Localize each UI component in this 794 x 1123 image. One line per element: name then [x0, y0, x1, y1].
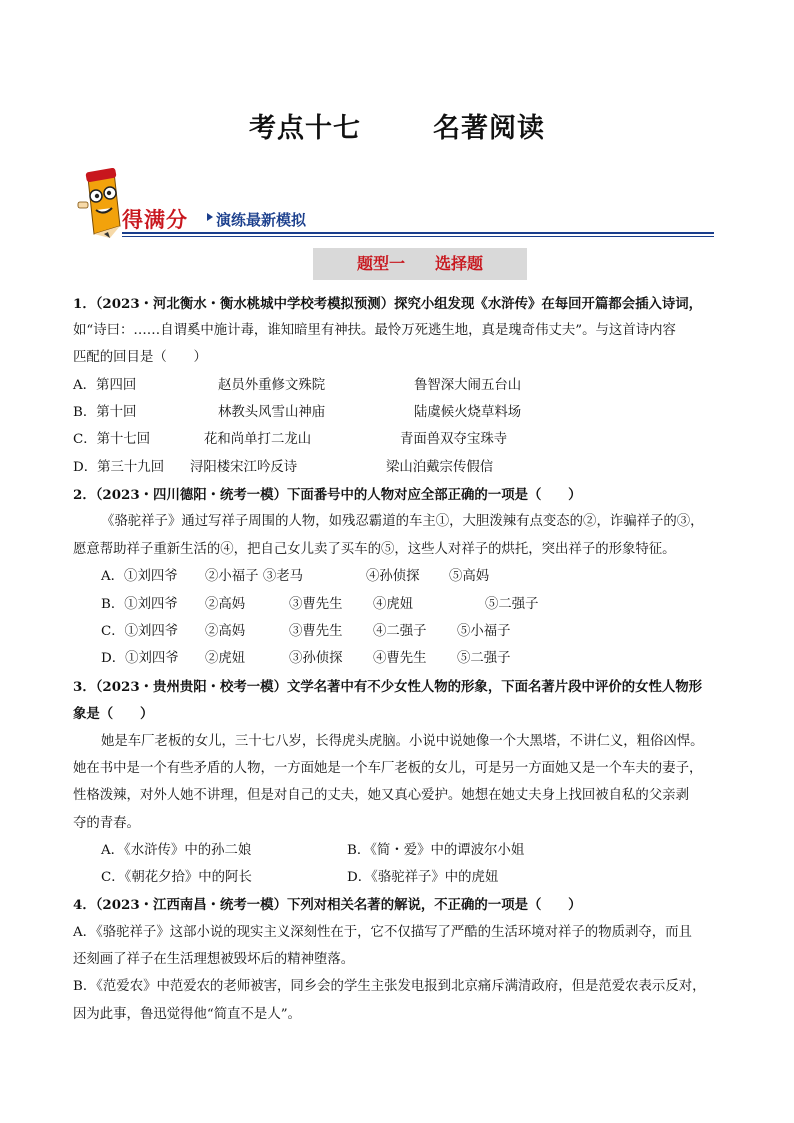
q3-option-d: D．《骆驼祥子》中的虎妞: [347, 870, 499, 885]
title-left: 考点十七: [249, 113, 361, 144]
q3-stem-line: 3．（2023・贵州贵阳・校考一模）文学名著中有不少女性人物的形象，下面名著片段中评价的女性人物形: [73, 679, 703, 695]
q4-option-b-line: 因为此事，鲁迅觉得他“简直不是人”。: [73, 1007, 301, 1022]
q2-passage-line: 愿意帮助祥子重新生活的④，把自己女儿卖了买车的⑤，这些人对祥子的烘托，突出祥子的形象特征。: [73, 542, 676, 557]
type-label: 题型一: [356, 254, 405, 273]
q4-option-a-line: A．《骆驼祥子》这部小说的现实主义深刻性在于，它不仅描写了严酷的生活环境对祥子的物质剥夺，而且: [73, 925, 692, 940]
title-right: 名著阅读: [433, 113, 545, 144]
q3-stem-line: 象是（ ）: [73, 706, 154, 722]
page: 考点十七 名著阅读 得满分 演练最新模拟 题型一 选择题 1．（2023・河北衡水・衡水桃城中学校考模拟预测）探究小组发现《水浒传》在每回开篇都会插入诗词， 如“诗曰：……自谓奚中施计毒，谁知暗里有神扶。最怜万死逃生地，真是瑰奇伟丈夫”。与这首诗内容 匹配的回目是（ ） A．第四回 赵员外重修文殊院 鲁智深大闹五台山 B．第十回 林教头风雪山神庙 陆虞候火烧草料场 C．第十七回 花和尚单打二龙山 青面兽双夺宝珠寺 D．第三十九回 浔阳楼宋江吟反诗 梁山泊戴宗传假信 2．（2023・四川德阳・统考一模）下面番号中的人物对应全部正确的一项是（ ） 《骆驼祥子》通过写祥子周围的人物，如残忍霸道的车主①，大胆泼辣有点变态的②，诈骗祥子的③， 愿意帮助祥子重新生活的④，把自己女儿卖了买车的⑤，这些人对祥子的烘托，突出祥子的形象特征。 A．①刘四爷 ②小福子 ③老马 ④孙侦探 ⑤高妈 B．①刘四爷 ②高妈 ③曹先生 ④虎妞 ⑤二强子 C．①刘四爷 ②高妈 ③曹先生 ④二强子 ⑤小福子 D．①刘四爷 ②虎妞 ③孙侦探 ④曹先生 ⑤二强子 3．（2023・贵州贵阳・校考一模）文学名著中有不少女性人物的形象，下面名著片段中评价的女性人物形 象是（ ） 她是车厂老板的女儿，三十七八岁，长得虎头虎脑。小说中说她像一个大黑塔，不讲仁义，粗俗凶悍。 她在书中是一个有些矛盾的人物，一方面她是一个车厂老板的女儿，可是另一方面她又是一个车夫的妻子， 性格泼辣，对外人她不讲理，但是对自己的丈夫，她又真心爱护。她想在她丈夫身上找回被自私的父亲剥 夺的青春。 A．《水浒传》中的孙二娘 B．《简・爱》中的谭波尔小姐 C．《朝花夕拾》中的阿长 D．《骆驼祥子》中的虎妞 4．（2023・江西南昌・统考一模）下列对相关名著的解说，不正确的一项是（ ） A．《骆驼祥子》这部小说的现实主义深刻性在于，它不仅描写了严酷的生活环境对祥子的物质剥夺，而且 还刻画了祥子在生活理想被毁坏后的精神堕落。 B．《范爱农》中范爱农的老师被害，同乡会的学生主张发电报到北京痛斥满清政府，但是范爱农表示反对， 因为此事，鲁迅觉得他“简直不是人”。: [0, 0, 794, 1123]
q3-option-a: A．《水浒传》中的孙二娘: [101, 843, 252, 858]
q3-passage-line: 她是车厂老板的女儿，三十七八岁，长得虎头虎脑。小说中说她像一个大黑塔，不讲仁义，粗俗凶悍。: [101, 734, 704, 749]
page-title: [0, 106, 794, 145]
q3-option-c: C．《朝花夕拾》中的阿长: [101, 870, 252, 885]
q3-passage-line: 性格泼辣，对外人她不讲理，但是对自己的丈夫，她又真心爱护。她想在她丈夫身上找回被自私的父亲剥: [73, 788, 689, 803]
q3-passage-line: 她在书中是一个有些矛盾的人物，一方面她是一个车厂老板的女儿，可是另一方面她又是一个车夫的妻子，: [73, 761, 703, 776]
q1-stem-line: 1．（2023・河北衡水・衡水桃城中学校考模拟预测）探究小组发现《水浒传》在每回开篇都会插入诗词，: [73, 296, 703, 312]
q4-option-b-line: B．《范爱农》中范爱农的老师被害，同乡会的学生主张发电报到北京痛斥满清政府，但是范爱农表示反对，: [73, 979, 706, 994]
q2-passage-line: 《骆驼祥子》通过写祥子周围的人物，如残忍霸道的车主①，大胆泼辣有点变态的②，诈骗祥子的③，: [101, 514, 704, 529]
q2-stem: 2．（2023・四川德阳・统考一模）下面番号中的人物对应全部正确的一项是（ ）: [73, 487, 582, 503]
q1-stem-line: 匹配的回目是（ ）: [73, 350, 207, 365]
q4-option-a-line: 还刻画了祥子在生活理想被毁坏后的精神堕落。: [73, 952, 355, 967]
section-banner: [74, 168, 714, 240]
type-name: 选择题: [435, 254, 484, 273]
question-type-label: [313, 248, 527, 280]
q4-stem: 4．（2023・江西南昌・统考一模）下列对相关名著的解说，不正确的一项是（ ）: [73, 897, 582, 913]
q3-passage-line: 夺的青春。: [73, 816, 140, 831]
banner-subtitle: 演练最新模拟: [216, 211, 307, 229]
q3-option-b: B．《简・爱》中的谭波尔小姐: [347, 843, 525, 858]
banner-rule: [122, 232, 714, 234]
banner-rule-thin: [122, 236, 714, 237]
pencil-mascot-icon: [74, 168, 126, 240]
arrow-right-icon: [207, 213, 213, 221]
q1-stem-line: 如“诗曰：……自谓奚中施计毒，谁知暗里有神扶。最怜万死逃生地，真是瑰奇伟丈夫”。与这首诗内容: [73, 323, 676, 338]
banner-logo: 得满分: [122, 208, 188, 232]
